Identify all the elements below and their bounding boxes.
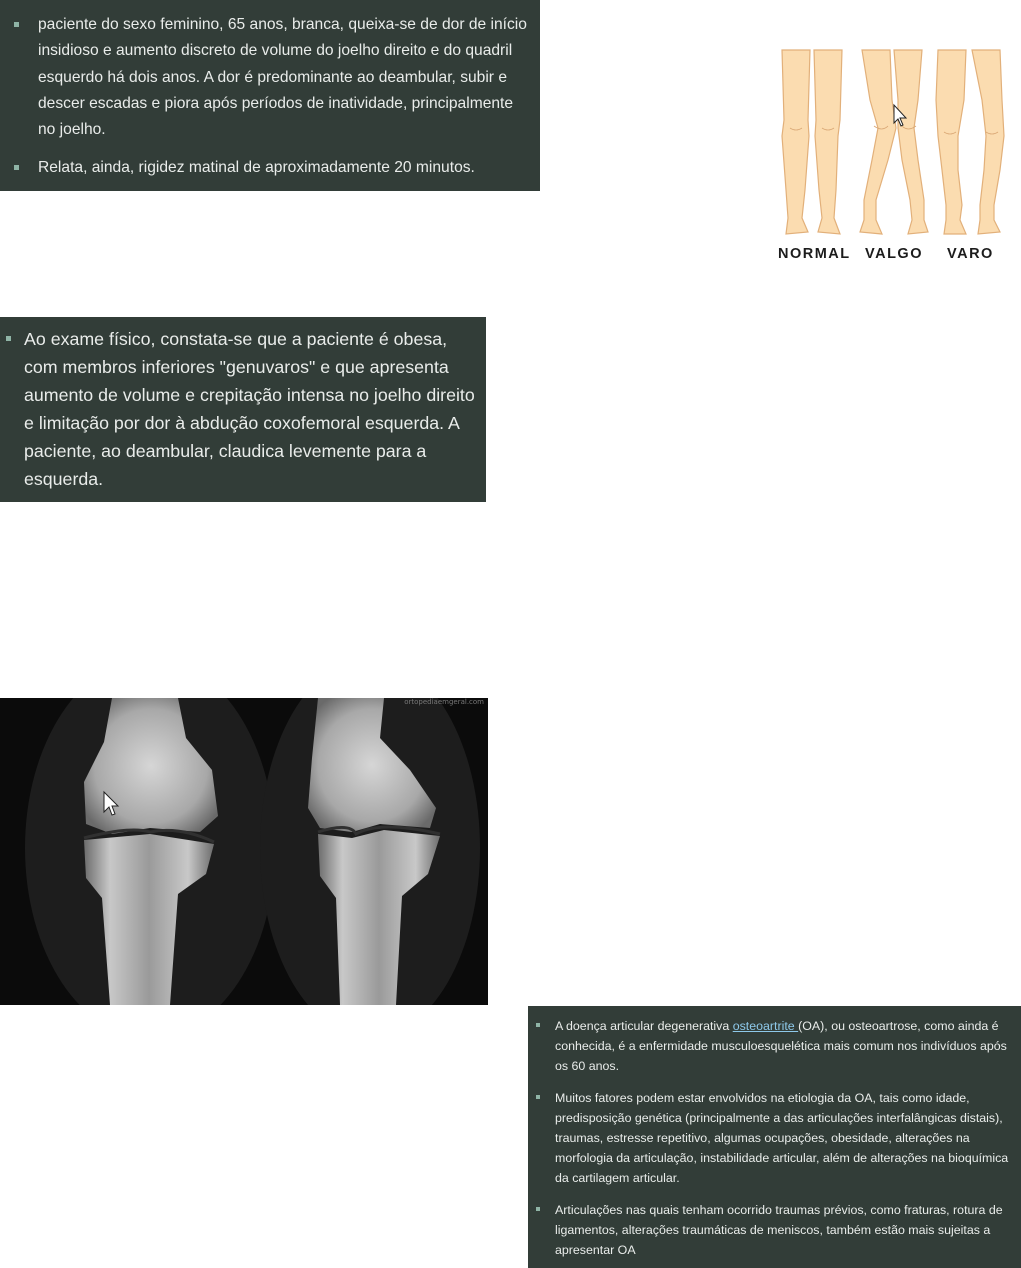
bullet-icon xyxy=(536,1095,540,1099)
physical-exam-panel xyxy=(0,317,486,502)
list-item xyxy=(14,12,532,143)
list-item xyxy=(6,325,482,493)
bullet-icon xyxy=(536,1023,540,1027)
exam-item-text: Ao exame físico, constata-se que a paciente é obesa, com membros inferiores "genuvaros" e que apresenta aumento de volume e crepitação intensa no joelho direito e limitação por dor à abdução coxofemoral esquerda. A paciente, ao deambular, claudica levemente para a esquerda. xyxy=(24,329,475,489)
varo-left-leg xyxy=(936,50,966,234)
list-item xyxy=(14,155,532,181)
knee-xray-image xyxy=(0,698,488,1005)
bullet-icon xyxy=(14,22,19,27)
osteoartrite-link[interactable]: osteoartrite xyxy=(732,1019,799,1033)
normal-left-leg xyxy=(782,50,810,234)
oa-item-text-after: (OA), ou osteoartrose, como ainda é conhecida, é a enfermidade musculoesquelética mais comum nos indivíduos após os 60 anos. xyxy=(555,1019,1007,1074)
list-item xyxy=(536,1016,1013,1077)
oa-item-text: Muitos fatores podem estar envolvidos na etiologia da OA, tais como idade, predisposição genética (principalmente a das articulações interfalângicas distais), traumas, estresse repetitivo, algumas ocupações, obesidade, alterações na morfologia da articulação, instabilidade articular, além de alterações na bioquímica da cartilagem articular. xyxy=(555,1090,1009,1186)
oa-item-text-before: A doença articular degenerativa xyxy=(555,1019,733,1033)
case-history-panel xyxy=(0,0,540,191)
bullet-icon xyxy=(14,165,19,170)
oa-item-text: Articulações nas quais tenham ocorrido traumas prévios, como fraturas, rotura de ligamentos, alterações traumáticas de meniscos, também estão mais sujeitas a apresentar OA xyxy=(555,1202,1003,1258)
xray-watermark: ortopediaemgeral.com xyxy=(404,698,484,706)
label-valgo: VALGO xyxy=(865,246,923,262)
bullet-icon xyxy=(6,336,11,341)
xray-illustration xyxy=(0,698,488,1005)
case-item-text: paciente do sexo feminino, 65 anos, branca, queixa-se de dor de início insidioso e aumento discreto de volume do joelho direito e do quadril esquerdo há dois anos. A dor é predominante ao deambular, subir e descer escadas e piora após períodos de inatividade, principalmente no joelho. xyxy=(38,16,527,139)
leg-alignment-figure xyxy=(772,40,1020,272)
label-varo: VARO xyxy=(947,246,994,262)
normal-right-leg xyxy=(814,50,842,234)
case-item-text: Relata, ainda, rigidez matinal de aproximadamente 20 minutos. xyxy=(38,159,475,177)
varo-right-leg xyxy=(972,50,1004,234)
legs-illustration xyxy=(772,40,1020,240)
oa-info-panel xyxy=(528,1006,1021,1268)
valgo-right-leg xyxy=(894,50,928,234)
valgo-left-leg xyxy=(860,50,896,234)
list-item xyxy=(536,1088,1013,1189)
bullet-icon xyxy=(536,1207,540,1211)
list-item xyxy=(536,1200,1013,1261)
label-normal: NORMAL xyxy=(778,246,851,262)
